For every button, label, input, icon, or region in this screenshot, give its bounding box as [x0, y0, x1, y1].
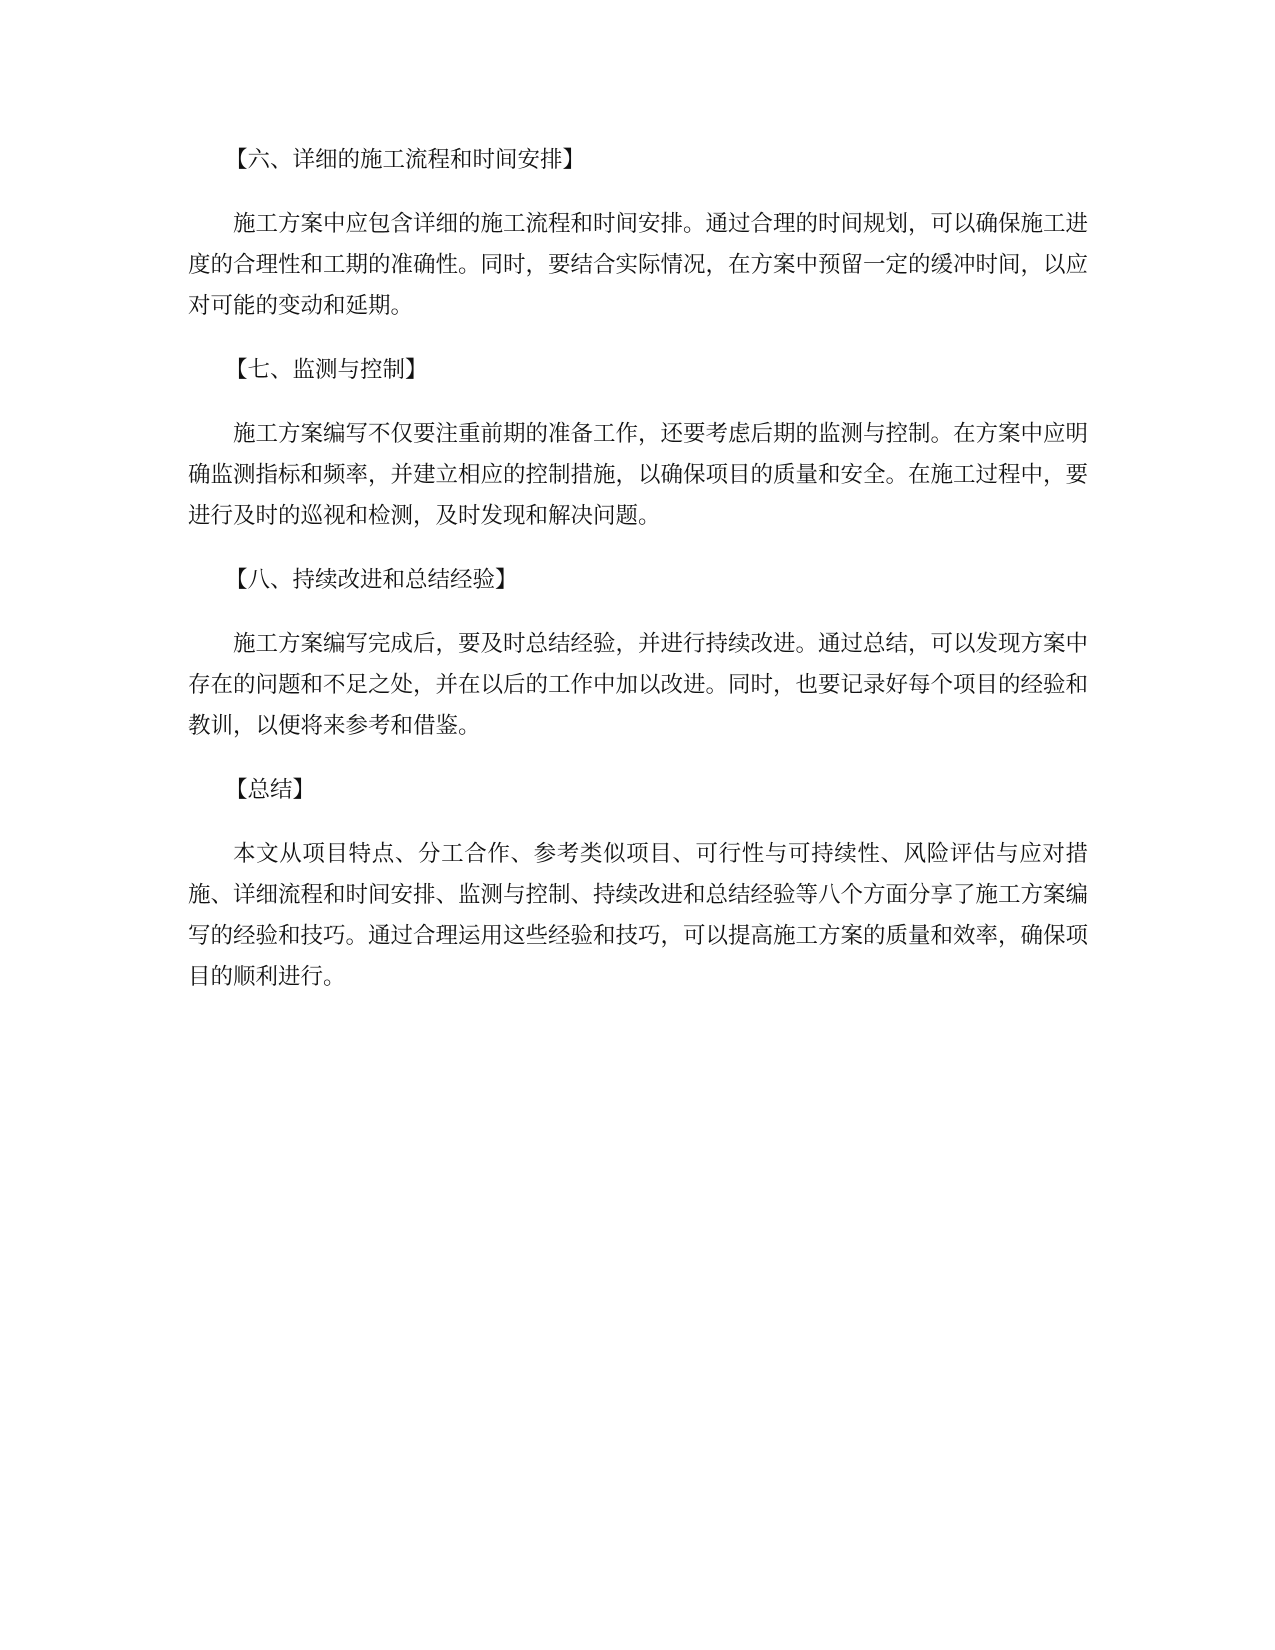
section-schedule: [188, 140, 1088, 327]
section-heading: 【总结】: [225, 777, 316, 803]
section-paragraph: 施工方案中应包含详细的施工流程和时间安排。通过合理的时间规划，可以确保施工进度的合理性和工期的准确性。同时，要结合实际情况，在方案中预留一定的缓冲时间，以应对可能的变动和延期。: [188, 211, 1089, 319]
section-heading: 【八、持续改进和总结经验】: [225, 567, 518, 593]
document-page: [188, 140, 1088, 1021]
section-paragraph: 本文从项目特点、分工合作、参考类似项目、可行性与可持续性、风险评估与应对措施、详细流程和时间安排、监测与控制、持续改进和总结经验等八个方面分享了施工方案编写的经验和技巧。通过合理运用这些经验和技巧，可以提高施工方案的质量和效率，确保项目的顺利进行。: [188, 841, 1089, 990]
section-improvement: [188, 560, 1088, 747]
section-summary: [188, 770, 1088, 998]
section-paragraph: 施工方案编写不仅要注重前期的准备工作，还要考虑后期的监测与控制。在方案中应明确监测指标和频率，并建立相应的控制措施，以确保项目的质量和安全。在施工过程中，要进行及时的巡视和检测，及时发现和解决问题。: [188, 421, 1089, 529]
section-paragraph: 施工方案编写完成后，要及时总结经验，并进行持续改进。通过总结，可以发现方案中存在的问题和不足之处，并在以后的工作中加以改进。同时，也要记录好每个项目的经验和教训，以便将来参考和借鉴。: [188, 631, 1089, 739]
section-heading: 【七、监测与控制】: [225, 357, 428, 383]
section-heading: 【六、详细的施工流程和时间安排】: [225, 147, 586, 173]
section-monitoring: [188, 350, 1088, 537]
